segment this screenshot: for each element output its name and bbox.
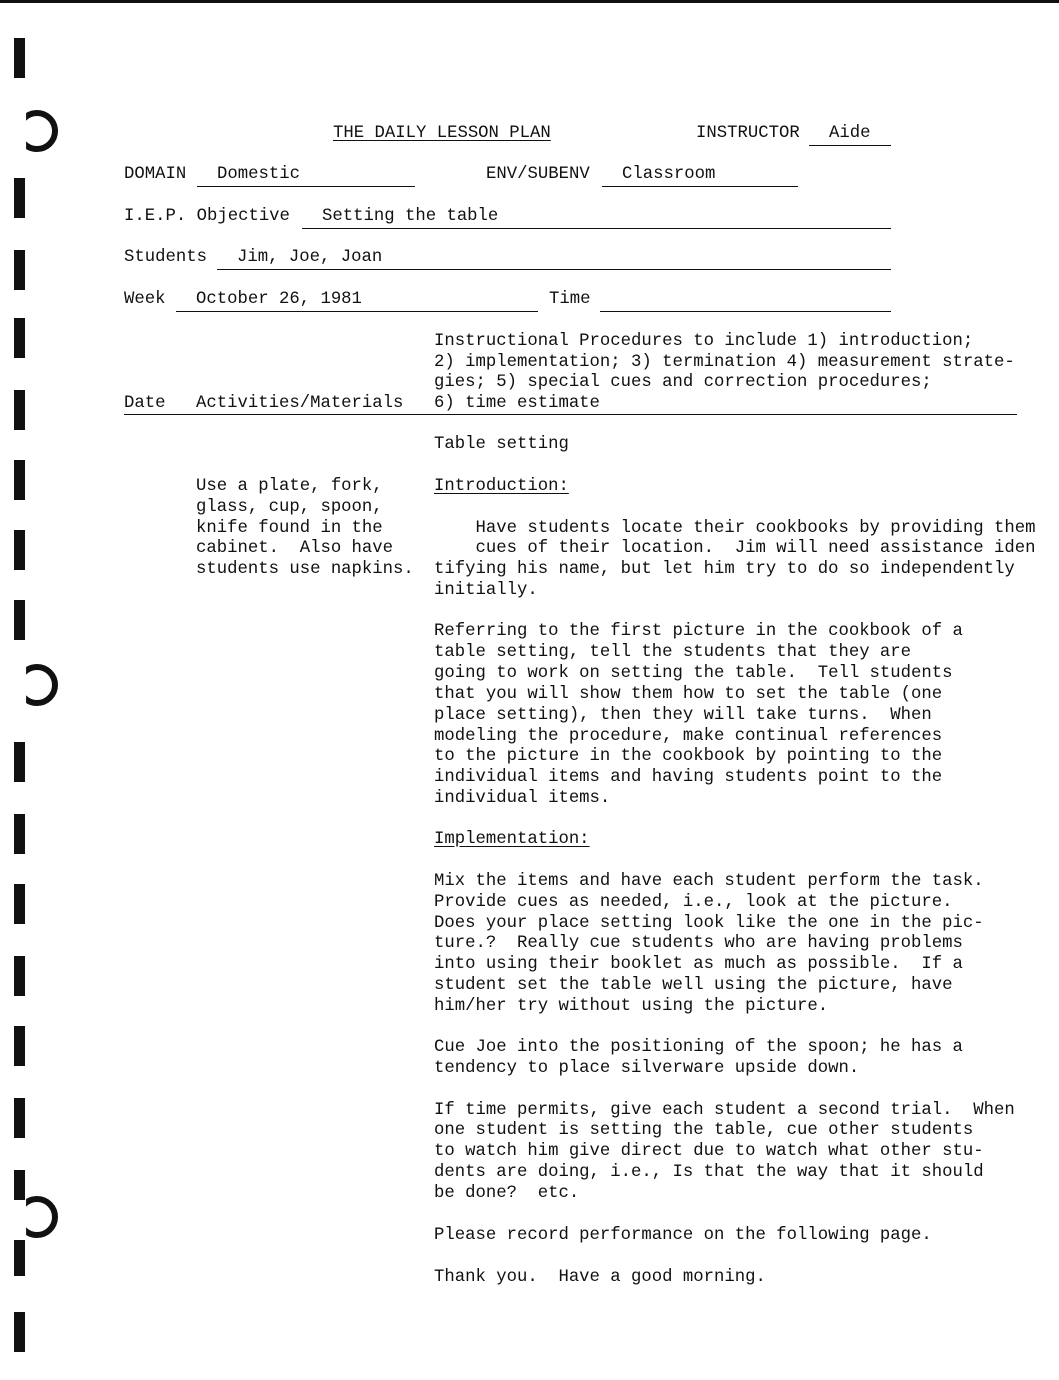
margin-mark: [14, 460, 25, 500]
binder-hole: [16, 664, 58, 706]
materials-line: knife found in the: [196, 519, 383, 538]
margin-mark: [14, 38, 25, 78]
margin-mark: [14, 814, 25, 854]
procedures-line: gies; 5) special cues and correction procedures;: [434, 373, 932, 392]
body-line: place setting), then they will take turns. When: [434, 706, 932, 725]
form-title: THE DAILY LESSON PLAN: [333, 124, 551, 143]
body-line: modeling the procedure, make continual references: [434, 727, 943, 746]
lesson-subject: Table setting: [434, 435, 569, 454]
body-line: to watch him give direct due to watch what other stu-: [434, 1142, 984, 1161]
env-underline: [602, 186, 798, 187]
margin-mark: [14, 884, 25, 924]
record-instruction: Please record performance on the following page.: [434, 1226, 932, 1245]
week-underline: [176, 311, 538, 312]
time-underline: [600, 311, 891, 312]
body-line: individual items.: [434, 789, 611, 808]
body-line: Provide cues as needed, i.e., look at the picture.: [434, 893, 953, 912]
body-line: that you will show them how to set the table (one: [434, 685, 943, 704]
margin-mark: [14, 250, 25, 290]
margin-mark: [14, 1312, 25, 1352]
time-label: Time: [549, 290, 591, 309]
body-line: tendency to place silverware upside down.: [434, 1059, 860, 1078]
students-value: Jim, Joe, Joan: [237, 248, 383, 267]
env-value: Classroom: [622, 165, 716, 184]
body-line: to the picture in the cookbook by pointing to the: [434, 747, 943, 766]
body-line: dents are doing, i.e., Is that the way that it should: [434, 1163, 984, 1182]
materials-line: students use napkins.: [196, 560, 414, 579]
closing-line: Thank you. Have a good morning.: [434, 1268, 766, 1287]
body-line: Cue Joe into the positioning of the spoon; he has a: [434, 1038, 963, 1057]
body-line: initially.: [434, 581, 538, 600]
margin-mark: [14, 742, 25, 782]
margin-mark: [14, 178, 25, 218]
materials-line: cabinet. Also have: [196, 539, 394, 558]
margin-mark: [14, 600, 25, 640]
body-line: be done? etc.: [434, 1184, 580, 1203]
implementation-heading: Implementation:: [434, 830, 590, 849]
date-column-header: Date: [124, 394, 166, 413]
body-line: Mix the items and have each student perform the task.: [434, 872, 984, 891]
body-line: ture.? Really cue students who are having problems: [434, 934, 963, 953]
domain-underline: [197, 186, 415, 187]
margin-mark: [14, 1240, 25, 1276]
body-line: Does your place setting look like the one in the pic-: [434, 914, 984, 933]
materials-line: Use a plate, fork,: [196, 477, 383, 496]
activities-column-header: Activities/Materials: [196, 394, 404, 413]
binder-hole: [16, 1196, 58, 1238]
instructor-value: Aide: [829, 124, 871, 143]
binder-hole: [16, 110, 58, 152]
body-line: tifying his name, but let him try to do so independently: [434, 560, 1015, 579]
students-label: Students: [124, 248, 207, 267]
students-underline: [217, 269, 891, 270]
margin-mark: [14, 530, 25, 570]
margin-mark: [14, 956, 25, 996]
week-label: Week: [124, 290, 166, 309]
margin-mark: [14, 390, 25, 430]
header-rule: [124, 414, 1017, 415]
procedures-line: Instructional Procedures to include 1) introduction;: [434, 332, 974, 351]
body-line: going to work on setting the table. Tell students: [434, 664, 953, 683]
procedures-line: 6) time estimate: [434, 394, 600, 413]
body-line: one student is setting the table, cue other students: [434, 1121, 974, 1140]
domain-value: Domestic: [217, 165, 300, 184]
domain-label: DOMAIN: [124, 165, 187, 184]
page-top-border: [0, 0, 1059, 3]
materials-line: glass, cup, spoon,: [196, 498, 383, 517]
instructor-label: INSTRUCTOR: [696, 124, 800, 143]
instructor-underline: [809, 145, 891, 146]
body-line: individual items and having students point to the: [434, 768, 943, 787]
margin-mark: [14, 318, 25, 358]
body-line: into using their booklet as much as possible. If a: [434, 955, 963, 974]
margin-mark: [14, 1026, 25, 1066]
env-label: ENV/SUBENV: [486, 165, 590, 184]
body-line: student set the table well using the picture, have: [434, 976, 953, 995]
week-value: October 26, 1981: [196, 290, 362, 309]
objective-underline: [302, 228, 891, 229]
margin-mark: [14, 1170, 25, 1200]
body-line: him/her try without using the picture.: [434, 997, 829, 1016]
procedures-line: 2) implementation; 3) termination 4) measurement strate-: [434, 353, 1015, 372]
body-line: Have students locate their cookbooks by providing them: [434, 519, 1036, 538]
objective-label: I.E.P. Objective: [124, 207, 290, 226]
introduction-heading: Introduction:: [434, 477, 569, 496]
margin-mark: [14, 1098, 25, 1138]
body-line: Referring to the first picture in the cookbook of a: [434, 622, 963, 641]
body-line: If time permits, give each student a second trial. When: [434, 1101, 1015, 1120]
body-line: cues of their location. Jim will need assistance iden: [434, 539, 1036, 558]
body-line: table setting, tell the students that they are: [434, 643, 912, 662]
objective-value: Setting the table: [322, 207, 499, 226]
